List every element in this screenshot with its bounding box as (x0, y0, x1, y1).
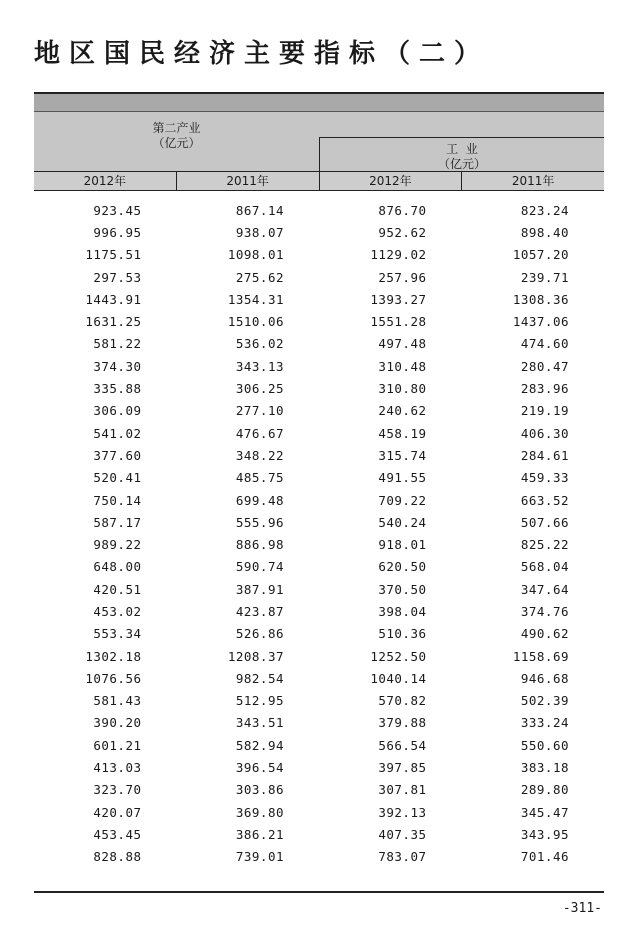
table-cell: 283.96 (520, 381, 569, 397)
table-cell: 601.21 (93, 737, 142, 753)
table-cell: 453.45 (93, 826, 142, 842)
table-cell: 335.88 (93, 381, 142, 397)
table-cell: 898.40 (520, 224, 569, 240)
table-cell: 343.13 (235, 358, 284, 374)
table-row (34, 310, 604, 332)
table-cell: 374.76 (520, 603, 569, 619)
industry-group-header (320, 142, 604, 172)
table-cell: 536.02 (235, 336, 284, 352)
table-cell: 1443.91 (85, 291, 142, 307)
table-cell: 491.55 (378, 470, 427, 486)
table-row (34, 266, 604, 288)
table-cell: 709.22 (378, 492, 427, 508)
table-cell: 1098.01 (227, 247, 284, 263)
table-cell: 507.66 (520, 514, 569, 530)
table-cell: 323.70 (93, 782, 142, 798)
table-row (34, 801, 604, 823)
table-cell: 648.00 (93, 559, 142, 575)
table-cell: 370.50 (378, 581, 427, 597)
table-row (34, 244, 604, 266)
table-cell: 1158.69 (512, 648, 569, 664)
table-row (34, 756, 604, 778)
table-cell: 540.24 (378, 514, 427, 530)
table-cell: 257.96 (378, 269, 427, 285)
table-cell: 474.60 (520, 336, 569, 352)
table-cell: 520.41 (93, 470, 142, 486)
page-title: 地区国民经济主要指标（二） (34, 39, 490, 69)
year-col-3: 2012年 (320, 172, 463, 190)
table-cell: 275.62 (235, 269, 284, 285)
table-cell: 310.80 (378, 381, 427, 397)
table-cell: 397.85 (378, 760, 427, 776)
secondary-industry-unit: （亿元） (152, 136, 201, 150)
table-cell: 620.50 (378, 559, 427, 575)
table-cell: 699.48 (235, 492, 284, 508)
table-cell: 996.95 (93, 224, 142, 240)
table-cell: 1208.37 (227, 648, 284, 664)
table-cell: 1437.06 (512, 314, 569, 330)
bottom-rule (34, 891, 604, 893)
table-cell: 239.71 (520, 269, 569, 285)
table-cell: 398.04 (378, 603, 427, 619)
table-cell: 1076.56 (85, 670, 142, 686)
table-cell: 306.25 (235, 381, 284, 397)
table-cell: 526.86 (235, 626, 284, 642)
table-row (34, 199, 604, 221)
table-cell: 1631.25 (85, 314, 142, 330)
table-cell: 386.21 (235, 826, 284, 842)
table-cell: 420.07 (93, 804, 142, 820)
table-cell: 828.88 (93, 849, 142, 865)
table-row (34, 288, 604, 310)
table-cell: 459.33 (520, 470, 569, 486)
table-cell: 1393.27 (370, 291, 427, 307)
table-cell: 512.95 (235, 693, 284, 709)
table-cell: 310.48 (378, 358, 427, 374)
table-cell: 550.60 (520, 737, 569, 753)
table-row (34, 734, 604, 756)
table-row (34, 333, 604, 355)
table-cell: 333.24 (520, 715, 569, 731)
table-cell: 570.82 (378, 693, 427, 709)
table-row (34, 422, 604, 444)
table-row (34, 823, 604, 845)
table-cell: 289.80 (520, 782, 569, 798)
table-cell: 989.22 (93, 537, 142, 553)
table-cell: 867.14 (235, 202, 284, 218)
table-cell: 377.60 (93, 447, 142, 463)
table-cell: 502.39 (520, 693, 569, 709)
table-cell: 343.51 (235, 715, 284, 731)
table-cell: 369.80 (235, 804, 284, 820)
table-cell: 284.61 (520, 447, 569, 463)
table-row (34, 846, 604, 868)
table-cell: 555.96 (235, 514, 284, 530)
table-body (34, 199, 604, 868)
table-row (34, 467, 604, 489)
table-row (34, 444, 604, 466)
table-cell: 1302.18 (85, 648, 142, 664)
table-header (34, 92, 604, 191)
table-cell: 581.22 (93, 336, 142, 352)
table-cell: 701.46 (520, 849, 569, 865)
table-cell: 1129.02 (370, 247, 427, 263)
header-band (34, 94, 604, 112)
table-cell: 1354.31 (227, 291, 284, 307)
secondary-industry-group-header (34, 121, 319, 151)
table-cell: 750.14 (93, 492, 142, 508)
year-col-1: 2012年 (34, 172, 177, 190)
table-cell: 277.10 (235, 403, 284, 419)
table-cell: 587.17 (93, 514, 142, 530)
table-cell: 825.22 (520, 537, 569, 553)
table-row (34, 690, 604, 712)
table-cell: 219.19 (520, 403, 569, 419)
page-number: -311- (562, 901, 602, 916)
table-row (34, 712, 604, 734)
table-cell: 982.54 (235, 670, 284, 686)
table-cell: 374.30 (93, 358, 142, 374)
table-cell: 581.43 (93, 693, 142, 709)
table-cell: 663.52 (520, 492, 569, 508)
table-row (34, 556, 604, 578)
table-cell: 383.18 (520, 760, 569, 776)
table-cell: 497.48 (378, 336, 427, 352)
year-col-4: 2011年 (511, 174, 555, 188)
table-cell: 413.03 (93, 760, 142, 776)
industry-unit: （亿元） (437, 157, 486, 171)
table-cell: 306.09 (93, 403, 142, 419)
table-cell: 280.47 (520, 358, 569, 374)
table-cell: 1308.36 (512, 291, 569, 307)
table-cell: 420.51 (93, 581, 142, 597)
table-cell: 886.98 (235, 537, 284, 553)
table-cell: 348.22 (235, 447, 284, 463)
table-cell: 566.54 (378, 737, 427, 753)
table-cell: 490.62 (520, 626, 569, 642)
table-cell: 876.70 (378, 202, 427, 218)
table-cell: 423.87 (235, 603, 284, 619)
industry-label: 工 业 (446, 142, 478, 156)
table-cell: 407.35 (378, 826, 427, 842)
table-cell: 379.88 (378, 715, 427, 731)
table-row (34, 645, 604, 667)
table-cell: 541.02 (93, 425, 142, 441)
table-cell: 1175.51 (85, 247, 142, 263)
table-row (34, 355, 604, 377)
table-row (34, 667, 604, 689)
table-cell: 240.62 (378, 403, 427, 419)
table-cell: 739.01 (235, 849, 284, 865)
table-row (34, 623, 604, 645)
table-cell: 387.91 (235, 581, 284, 597)
table-cell: 476.67 (235, 425, 284, 441)
table-cell: 343.95 (520, 826, 569, 842)
table-row (34, 489, 604, 511)
table-cell: 390.20 (93, 715, 142, 731)
table-cell: 918.01 (378, 537, 427, 553)
table-cell: 938.07 (235, 224, 284, 240)
table-cell: 590.74 (235, 559, 284, 575)
table-cell: 345.47 (520, 804, 569, 820)
table-row (34, 221, 604, 243)
table-cell: 582.94 (235, 737, 284, 753)
table-cell: 952.62 (378, 224, 427, 240)
table-row (34, 779, 604, 801)
table-cell: 307.81 (378, 782, 427, 798)
table-cell: 923.45 (93, 202, 142, 218)
table-cell: 783.07 (378, 849, 427, 865)
table-cell: 315.74 (378, 447, 427, 463)
table-cell: 1040.14 (370, 670, 427, 686)
table-row (34, 578, 604, 600)
table-cell: 392.13 (378, 804, 427, 820)
table-cell: 1252.50 (370, 648, 427, 664)
table-cell: 1510.06 (227, 314, 284, 330)
table-cell: 347.64 (520, 581, 569, 597)
table-cell: 406.30 (520, 425, 569, 441)
table-cell: 568.04 (520, 559, 569, 575)
table-row (34, 533, 604, 555)
table-cell: 453.02 (93, 603, 142, 619)
table-row (34, 511, 604, 533)
table-cell: 485.75 (235, 470, 284, 486)
year-col-2: 2011年 (177, 172, 320, 190)
table-cell: 1551.28 (370, 314, 427, 330)
year-header-row (34, 171, 604, 190)
table-cell: 297.53 (93, 269, 142, 285)
table-cell: 553.34 (93, 626, 142, 642)
table-cell: 510.36 (378, 626, 427, 642)
table-row (34, 400, 604, 422)
table-cell: 823.24 (520, 202, 569, 218)
secondary-industry-label: 第二产业 (152, 121, 201, 135)
table-row (34, 377, 604, 399)
table-cell: 396.54 (235, 760, 284, 776)
table-cell: 303.86 (235, 782, 284, 798)
table-cell: 946.68 (520, 670, 569, 686)
table-row (34, 600, 604, 622)
table-cell: 458.19 (378, 425, 427, 441)
group-divider-horizontal (320, 137, 604, 138)
table-cell: 1057.20 (512, 247, 569, 263)
